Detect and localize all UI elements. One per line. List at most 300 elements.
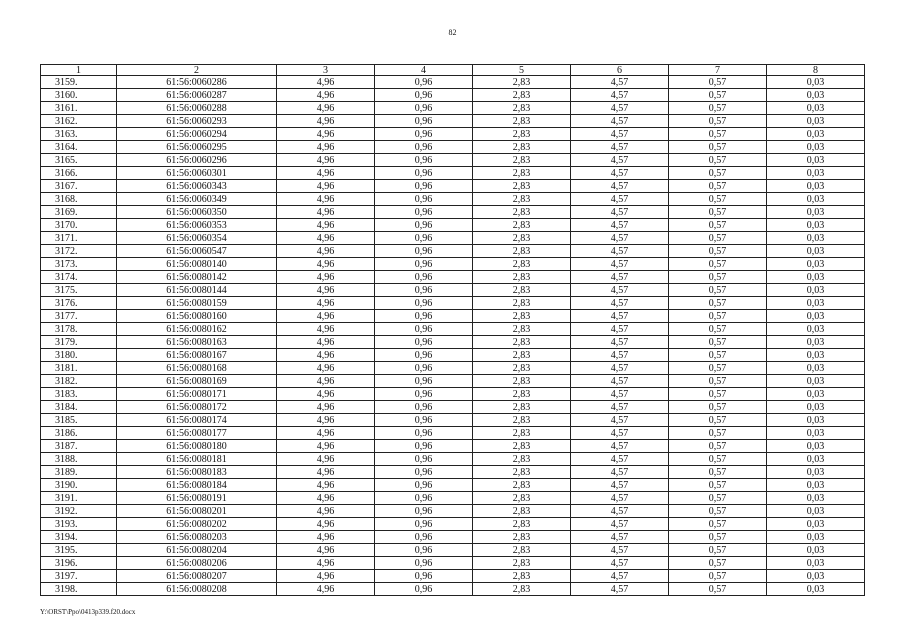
table-cell: 4,57 xyxy=(571,466,669,479)
table-cell: 0,57 xyxy=(669,505,767,518)
table-cell: 4,57 xyxy=(571,336,669,349)
table-cell: 61:56:0060295 xyxy=(117,141,277,154)
row-number-cell: 3183. xyxy=(41,388,117,401)
table-cell: 61:56:0060286 xyxy=(117,76,277,89)
row-number-cell: 3171. xyxy=(41,232,117,245)
table-cell: 4,57 xyxy=(571,349,669,362)
table-cell: 4,57 xyxy=(571,453,669,466)
table-cell: 4,96 xyxy=(277,375,375,388)
table-cell: 0,96 xyxy=(375,115,473,128)
table-cell: 0,03 xyxy=(767,206,865,219)
table-cell: 61:56:0060301 xyxy=(117,167,277,180)
table-cell: 61:56:0080168 xyxy=(117,362,277,375)
table-cell: 2,83 xyxy=(473,479,571,492)
row-number-cell: 3196. xyxy=(41,557,117,570)
table-cell: 0,96 xyxy=(375,310,473,323)
table-cell: 2,83 xyxy=(473,492,571,505)
table-cell: 4,57 xyxy=(571,479,669,492)
table-cell: 0,03 xyxy=(767,570,865,583)
table-cell: 4,96 xyxy=(277,479,375,492)
table-cell: 4,96 xyxy=(277,401,375,414)
table-cell: 0,96 xyxy=(375,583,473,596)
table-cell: 0,03 xyxy=(767,401,865,414)
table-cell: 0,57 xyxy=(669,375,767,388)
table-cell: 0,96 xyxy=(375,141,473,154)
table-cell: 61:56:0060354 xyxy=(117,232,277,245)
table-cell: 61:56:0080206 xyxy=(117,557,277,570)
table-row xyxy=(41,427,865,440)
table-row xyxy=(41,479,865,492)
table-cell: 4,96 xyxy=(277,193,375,206)
table-cell: 61:56:0080183 xyxy=(117,466,277,479)
table-cell: 4,57 xyxy=(571,193,669,206)
table-cell: 4,96 xyxy=(277,505,375,518)
table-cell: 0,57 xyxy=(669,518,767,531)
table-cell: 0,57 xyxy=(669,128,767,141)
table-cell: 61:56:0060287 xyxy=(117,89,277,102)
table-cell: 0,03 xyxy=(767,544,865,557)
table-cell: 61:56:0080177 xyxy=(117,427,277,440)
table-cell: 4,57 xyxy=(571,388,669,401)
table-row xyxy=(41,258,865,271)
table-cell: 4,96 xyxy=(277,414,375,427)
table-cell: 4,96 xyxy=(277,570,375,583)
table-cell: 0,03 xyxy=(767,167,865,180)
table-cell: 2,83 xyxy=(473,206,571,219)
table-cell: 61:56:0060353 xyxy=(117,219,277,232)
row-number-cell: 3168. xyxy=(41,193,117,206)
table-cell: 0,03 xyxy=(767,219,865,232)
table-row xyxy=(41,583,865,596)
row-number-cell: 3182. xyxy=(41,375,117,388)
table-cell: 4,57 xyxy=(571,505,669,518)
table-cell: 2,83 xyxy=(473,76,571,89)
table-cell: 61:56:0080162 xyxy=(117,323,277,336)
table-cell: 0,03 xyxy=(767,141,865,154)
row-number-cell: 3160. xyxy=(41,89,117,102)
row-number-cell: 3191. xyxy=(41,492,117,505)
column-header: 6 xyxy=(571,65,669,76)
table-row xyxy=(41,284,865,297)
table-cell: 0,96 xyxy=(375,154,473,167)
table-cell: 2,83 xyxy=(473,297,571,310)
row-number-cell: 3167. xyxy=(41,180,117,193)
table-cell: 2,83 xyxy=(473,154,571,167)
table-cell: 0,96 xyxy=(375,206,473,219)
data-table xyxy=(40,64,865,596)
table-cell: 61:56:0060294 xyxy=(117,128,277,141)
table-cell: 2,83 xyxy=(473,219,571,232)
table-row xyxy=(41,349,865,362)
table-cell: 4,57 xyxy=(571,284,669,297)
table-cell: 4,57 xyxy=(571,583,669,596)
table-row xyxy=(41,115,865,128)
table-cell: 4,57 xyxy=(571,219,669,232)
table-cell: 0,96 xyxy=(375,453,473,466)
table-header-row xyxy=(41,65,865,76)
table-cell: 4,57 xyxy=(571,544,669,557)
table-cell: 4,96 xyxy=(277,362,375,375)
row-number-cell: 3162. xyxy=(41,115,117,128)
table-row xyxy=(41,193,865,206)
table-row xyxy=(41,310,865,323)
table-cell: 0,57 xyxy=(669,258,767,271)
table-row xyxy=(41,440,865,453)
table-cell: 4,57 xyxy=(571,180,669,193)
table-cell: 0,96 xyxy=(375,245,473,258)
table-cell: 61:56:0060296 xyxy=(117,154,277,167)
table-cell: 4,57 xyxy=(571,206,669,219)
table-cell: 0,03 xyxy=(767,115,865,128)
table-row xyxy=(41,167,865,180)
row-number-cell: 3194. xyxy=(41,531,117,544)
table-cell: 0,96 xyxy=(375,466,473,479)
table-cell: 2,83 xyxy=(473,232,571,245)
table-cell: 61:56:0080172 xyxy=(117,401,277,414)
row-number-cell: 3178. xyxy=(41,323,117,336)
row-number-cell: 3174. xyxy=(41,271,117,284)
table-cell: 0,03 xyxy=(767,505,865,518)
table-cell: 4,96 xyxy=(277,245,375,258)
table-cell: 0,96 xyxy=(375,557,473,570)
table-row xyxy=(41,128,865,141)
table-cell: 0,96 xyxy=(375,193,473,206)
row-number-cell: 3186. xyxy=(41,427,117,440)
table-cell: 0,96 xyxy=(375,219,473,232)
table-cell: 61:56:0080171 xyxy=(117,388,277,401)
table-cell: 2,83 xyxy=(473,271,571,284)
table-cell: 0,96 xyxy=(375,128,473,141)
table-cell: 4,96 xyxy=(277,76,375,89)
table-cell: 0,96 xyxy=(375,492,473,505)
row-number-cell: 3181. xyxy=(41,362,117,375)
table-cell: 4,96 xyxy=(277,518,375,531)
table-cell: 4,57 xyxy=(571,76,669,89)
table-cell: 0,03 xyxy=(767,362,865,375)
table-cell: 0,57 xyxy=(669,362,767,375)
row-number-cell: 3173. xyxy=(41,258,117,271)
table-cell: 0,03 xyxy=(767,583,865,596)
table-cell: 0,96 xyxy=(375,232,473,245)
table-cell: 0,57 xyxy=(669,414,767,427)
table-cell: 61:56:0060288 xyxy=(117,102,277,115)
table-cell: 4,57 xyxy=(571,570,669,583)
table-cell: 0,57 xyxy=(669,154,767,167)
row-number-cell: 3172. xyxy=(41,245,117,258)
table-cell: 0,96 xyxy=(375,362,473,375)
table-cell: 0,03 xyxy=(767,245,865,258)
table-cell: 61:56:0060349 xyxy=(117,193,277,206)
table-cell: 0,03 xyxy=(767,479,865,492)
row-number-cell: 3159. xyxy=(41,76,117,89)
table-cell: 0,03 xyxy=(767,414,865,427)
table-cell: 0,96 xyxy=(375,180,473,193)
table-cell: 61:56:0080208 xyxy=(117,583,277,596)
row-number-cell: 3180. xyxy=(41,349,117,362)
table-cell: 4,57 xyxy=(571,89,669,102)
table-cell: 0,57 xyxy=(669,89,767,102)
table-cell: 0,96 xyxy=(375,323,473,336)
table-cell: 0,57 xyxy=(669,102,767,115)
table-cell: 0,57 xyxy=(669,466,767,479)
table-cell: 0,57 xyxy=(669,219,767,232)
table-cell: 0,57 xyxy=(669,544,767,557)
table-cell: 4,57 xyxy=(571,232,669,245)
table-cell: 2,83 xyxy=(473,336,571,349)
table-row xyxy=(41,362,865,375)
table-cell: 0,03 xyxy=(767,427,865,440)
table-cell: 0,57 xyxy=(669,141,767,154)
table-cell: 61:56:0080202 xyxy=(117,518,277,531)
table-cell: 0,57 xyxy=(669,492,767,505)
table-cell: 2,83 xyxy=(473,115,571,128)
column-header: 3 xyxy=(277,65,375,76)
table-cell: 2,83 xyxy=(473,180,571,193)
table-cell: 2,83 xyxy=(473,440,571,453)
table-cell: 0,96 xyxy=(375,505,473,518)
table-cell: 0,57 xyxy=(669,310,767,323)
table-cell: 2,83 xyxy=(473,375,571,388)
table-cell: 0,57 xyxy=(669,479,767,492)
table-cell: 0,57 xyxy=(669,557,767,570)
table-cell: 61:56:0060547 xyxy=(117,245,277,258)
table-cell: 4,96 xyxy=(277,531,375,544)
table-cell: 4,96 xyxy=(277,180,375,193)
table-row xyxy=(41,453,865,466)
row-number-cell: 3184. xyxy=(41,401,117,414)
table-cell: 0,03 xyxy=(767,102,865,115)
table-cell: 4,96 xyxy=(277,440,375,453)
column-header: 8 xyxy=(767,65,865,76)
footer-file-path: Y:\ORST\Ppo\0413p339.f20.docx xyxy=(40,608,136,616)
table-cell: 0,96 xyxy=(375,271,473,284)
table-cell: 0,03 xyxy=(767,310,865,323)
table-cell: 0,03 xyxy=(767,531,865,544)
table-cell: 0,57 xyxy=(669,453,767,466)
table-cell: 0,57 xyxy=(669,440,767,453)
table-cell: 0,03 xyxy=(767,297,865,310)
table-cell: 0,96 xyxy=(375,401,473,414)
row-number-cell: 3190. xyxy=(41,479,117,492)
column-header: 5 xyxy=(473,65,571,76)
table-row xyxy=(41,271,865,284)
table-cell: 61:56:0080144 xyxy=(117,284,277,297)
table-cell: 0,03 xyxy=(767,284,865,297)
table-cell: 2,83 xyxy=(473,427,571,440)
table-row xyxy=(41,375,865,388)
table-cell: 0,96 xyxy=(375,76,473,89)
table-cell: 4,96 xyxy=(277,128,375,141)
table-row xyxy=(41,336,865,349)
table-cell: 4,96 xyxy=(277,141,375,154)
table-cell: 4,96 xyxy=(277,258,375,271)
column-header: 7 xyxy=(669,65,767,76)
table-row xyxy=(41,518,865,531)
row-number-cell: 3165. xyxy=(41,154,117,167)
table-cell: 0,03 xyxy=(767,557,865,570)
row-number-cell: 3193. xyxy=(41,518,117,531)
table-cell: 0,96 xyxy=(375,440,473,453)
table-cell: 4,96 xyxy=(277,453,375,466)
column-header: 4 xyxy=(375,65,473,76)
table-row xyxy=(41,89,865,102)
table-cell: 4,57 xyxy=(571,310,669,323)
table-cell: 61:56:0080169 xyxy=(117,375,277,388)
table-row xyxy=(41,492,865,505)
table-cell: 61:56:0060293 xyxy=(117,115,277,128)
row-number-cell: 3192. xyxy=(41,505,117,518)
table-cell: 4,96 xyxy=(277,492,375,505)
table-cell: 4,57 xyxy=(571,427,669,440)
table-cell: 0,57 xyxy=(669,271,767,284)
table-cell: 4,96 xyxy=(277,583,375,596)
row-number-cell: 3189. xyxy=(41,466,117,479)
table-row xyxy=(41,557,865,570)
table-cell: 4,96 xyxy=(277,284,375,297)
table-cell: 61:56:0080204 xyxy=(117,544,277,557)
table-cell: 2,83 xyxy=(473,401,571,414)
table-cell: 2,83 xyxy=(473,518,571,531)
table-row xyxy=(41,154,865,167)
table-cell: 0,03 xyxy=(767,180,865,193)
table-cell: 0,57 xyxy=(669,115,767,128)
table-cell: 4,96 xyxy=(277,310,375,323)
column-header: 1 xyxy=(41,65,117,76)
table-cell: 4,57 xyxy=(571,297,669,310)
table-cell: 0,96 xyxy=(375,89,473,102)
row-number-cell: 3188. xyxy=(41,453,117,466)
table-cell: 2,83 xyxy=(473,89,571,102)
table-cell: 4,96 xyxy=(277,102,375,115)
table-cell: 4,96 xyxy=(277,115,375,128)
table-cell: 4,57 xyxy=(571,414,669,427)
table-row xyxy=(41,388,865,401)
table-cell: 4,96 xyxy=(277,336,375,349)
table-cell: 0,57 xyxy=(669,531,767,544)
table-cell: 0,96 xyxy=(375,570,473,583)
row-number-cell: 3166. xyxy=(41,167,117,180)
table-cell: 4,57 xyxy=(571,375,669,388)
table-cell: 0,96 xyxy=(375,427,473,440)
table-cell: 61:56:0080181 xyxy=(117,453,277,466)
table-cell: 61:56:0080142 xyxy=(117,271,277,284)
table-cell: 2,83 xyxy=(473,258,571,271)
table-cell: 2,83 xyxy=(473,557,571,570)
table-cell: 61:56:0080159 xyxy=(117,297,277,310)
table-cell: 0,57 xyxy=(669,245,767,258)
table-cell: 2,83 xyxy=(473,531,571,544)
table-cell: 0,96 xyxy=(375,349,473,362)
table-cell: 2,83 xyxy=(473,193,571,206)
table-cell: 4,96 xyxy=(277,232,375,245)
table-row xyxy=(41,76,865,89)
table-cell: 2,83 xyxy=(473,414,571,427)
table-row xyxy=(41,245,865,258)
row-number-cell: 3164. xyxy=(41,141,117,154)
table-cell: 0,57 xyxy=(669,193,767,206)
table-cell: 0,03 xyxy=(767,492,865,505)
table-cell: 4,57 xyxy=(571,141,669,154)
table-cell: 0,03 xyxy=(767,466,865,479)
table-row xyxy=(41,401,865,414)
table-cell: 2,83 xyxy=(473,466,571,479)
table-cell: 4,57 xyxy=(571,531,669,544)
table-cell: 2,83 xyxy=(473,570,571,583)
table-cell: 0,03 xyxy=(767,440,865,453)
table-cell: 0,57 xyxy=(669,349,767,362)
row-number-cell: 3187. xyxy=(41,440,117,453)
table-cell: 4,96 xyxy=(277,297,375,310)
table-cell: 4,96 xyxy=(277,427,375,440)
table-cell: 2,83 xyxy=(473,544,571,557)
table-cell: 0,96 xyxy=(375,297,473,310)
table-cell: 0,96 xyxy=(375,167,473,180)
table-cell: 61:56:0080201 xyxy=(117,505,277,518)
table-cell: 4,57 xyxy=(571,271,669,284)
table-cell: 2,83 xyxy=(473,453,571,466)
table-cell: 2,83 xyxy=(473,284,571,297)
table-cell: 61:56:0080174 xyxy=(117,414,277,427)
table-cell: 2,83 xyxy=(473,323,571,336)
row-number-cell: 3179. xyxy=(41,336,117,349)
table-cell: 4,57 xyxy=(571,258,669,271)
table-cell: 0,96 xyxy=(375,258,473,271)
row-number-cell: 3195. xyxy=(41,544,117,557)
table-cell: 2,83 xyxy=(473,141,571,154)
table-cell: 0,57 xyxy=(669,583,767,596)
row-number-cell: 3198. xyxy=(41,583,117,596)
table-cell: 0,96 xyxy=(375,531,473,544)
column-header: 2 xyxy=(117,65,277,76)
table-cell: 0,57 xyxy=(669,401,767,414)
table-cell: 0,57 xyxy=(669,323,767,336)
table-cell: 4,57 xyxy=(571,154,669,167)
table-cell: 0,57 xyxy=(669,427,767,440)
table-cell: 61:56:0080184 xyxy=(117,479,277,492)
table-cell: 0,96 xyxy=(375,284,473,297)
row-number-cell: 3163. xyxy=(41,128,117,141)
table-cell: 4,57 xyxy=(571,167,669,180)
table-cell: 2,83 xyxy=(473,388,571,401)
row-number-cell: 3185. xyxy=(41,414,117,427)
table-cell: 61:56:0080160 xyxy=(117,310,277,323)
row-number-cell: 3170. xyxy=(41,219,117,232)
table-cell: 4,57 xyxy=(571,128,669,141)
table-cell: 4,57 xyxy=(571,115,669,128)
table-cell: 0,03 xyxy=(767,271,865,284)
table-cell: 0,57 xyxy=(669,336,767,349)
table-cell: 0,03 xyxy=(767,323,865,336)
table-row xyxy=(41,531,865,544)
table-cell: 0,03 xyxy=(767,128,865,141)
table-cell: 0,96 xyxy=(375,336,473,349)
table-cell: 2,83 xyxy=(473,128,571,141)
table-cell: 4,96 xyxy=(277,544,375,557)
table-cell: 0,03 xyxy=(767,375,865,388)
table-cell: 4,57 xyxy=(571,492,669,505)
row-number-cell: 3197. xyxy=(41,570,117,583)
table-cell: 2,83 xyxy=(473,362,571,375)
table-cell: 0,57 xyxy=(669,284,767,297)
table-cell: 0,03 xyxy=(767,336,865,349)
table-cell: 0,57 xyxy=(669,206,767,219)
table-row xyxy=(41,232,865,245)
table-cell: 0,57 xyxy=(669,180,767,193)
row-number-cell: 3177. xyxy=(41,310,117,323)
table-cell: 0,57 xyxy=(669,232,767,245)
table-cell: 61:56:0080167 xyxy=(117,349,277,362)
table-row xyxy=(41,414,865,427)
